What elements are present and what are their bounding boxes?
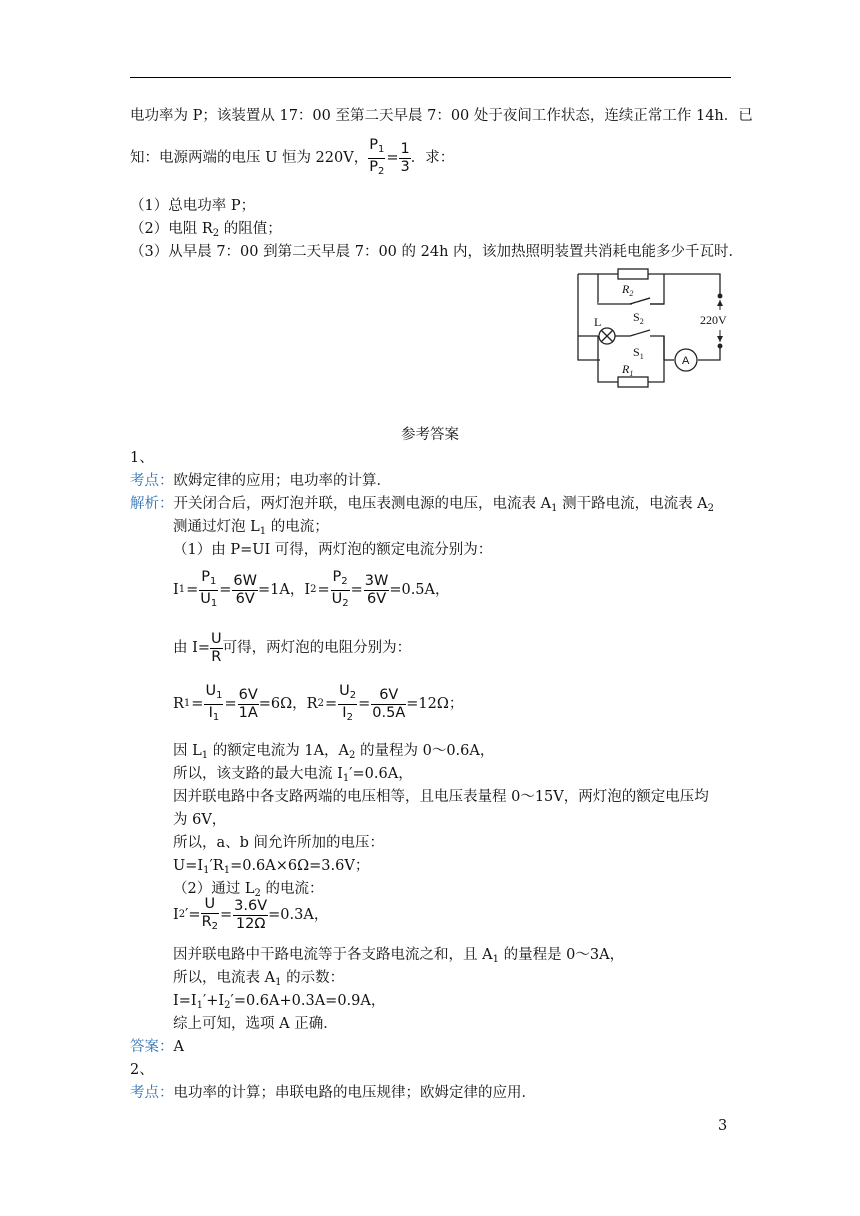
- text-line-4: 为 6V，: [173, 812, 227, 828]
- question-1: （1）总电功率 P；: [130, 198, 256, 214]
- answers-heading: 参考答案: [401, 427, 459, 443]
- resistor-r2: [618, 269, 648, 279]
- power-ratio: $\frac{P_1}{P_2}$ = $\frac{1}{3}$: [368, 137, 411, 180]
- equation-resistances: R 1 = $\frac{U_1}{I_1}$ = $\frac{6V}{1A}$ =6Ω， R 2 = $\frac{U_2}{I_2}$ = $\frac{6V}{0.5A}$ =12Ω；: [173, 682, 463, 726]
- label-s2: $S_2$: [633, 310, 644, 326]
- answer-1-number: 1、: [130, 450, 154, 466]
- answer-1: 答案：A: [130, 1039, 184, 1055]
- step-2: （2）通过 $L_2$ 的电流：: [173, 881, 324, 899]
- text-line-8: 所以，电流表 $A_1$ 的示数：: [173, 970, 345, 988]
- text-line-9: $I=I_1'+I_2'=0.6A+0.3A=0.9A$，: [173, 993, 386, 1011]
- text-line-2: 所以，该支路的最大电流 $I_1'=0.6A$，: [173, 766, 413, 784]
- problem-line-1: 电功率为 P；该装置从 17：00 至第二天早晨 7：00 处于夜间工作状态，连续正常工作 14h．已: [130, 108, 753, 124]
- text-line-5: 所以，a、b 间允许所加的电压：: [173, 835, 385, 851]
- text-line-7: 因并联电路中干路电流等于各支路电流之和，且 $A_1$ 的量程是 0～3A，: [173, 947, 625, 965]
- question-2: （2）电阻 $R_2$ 的阻值；: [130, 221, 282, 239]
- kaodian-2: 考点：电功率的计算；串联电路的电压规律；欧姆定律的应用．: [130, 1085, 536, 1101]
- jiexi-1: 解析：开关闭合后，两灯泡并联，电压表测电源的电压，电流表 $A_1$ 测干路电流，电流表 $A_2$: [130, 496, 715, 514]
- question-3: （3）从早晨 7：00 到第二天早晨 7：00 的 24h 内，该加热照明装置共消耗电能多少千瓦时．: [130, 244, 744, 260]
- ohm-law-line: 由 I= $\frac{U}{R}$ 可得，两灯泡的电阻分别为：: [173, 630, 412, 665]
- jiexi-1-cont: 测通过灯泡 $L_1$ 的电流；: [173, 519, 329, 537]
- step-1: （1）由 P=UI 可得，两灯泡的额定电流分别为：: [173, 542, 493, 558]
- label-s1: $S_1$: [633, 345, 644, 361]
- switch-s1: [630, 330, 650, 336]
- wire-top: [578, 274, 720, 296]
- circuit-diagram: [570, 268, 735, 393]
- label-voltage: 220V: [700, 313, 727, 327]
- text-line-3: 因并联电路中各支路两端的电压相等，且电压表量程 0～15V，两灯泡的额定电压均: [173, 789, 709, 805]
- wire-right-bottom: [698, 346, 720, 360]
- kaodian-1: 考点：欧姆定律的应用；电功率的计算．: [130, 473, 391, 489]
- page-number: 3: [718, 1118, 728, 1134]
- problem-line-2: 知：电源两端的电压 U 恒为 220V， $\frac{P_1}{P_2}$ = $\frac{1}{3}$ ．求：: [130, 136, 454, 180]
- answer-2-number: 2、: [130, 1062, 154, 1078]
- text-line-10: 综上可知，选项 A 正确．: [173, 1016, 338, 1032]
- resistor-r1: [618, 377, 648, 387]
- label-ammeter: A: [682, 355, 690, 367]
- header-rule: [130, 77, 731, 78]
- text-line-6: $U=I_1'R_1=0.6A\times 6\Omega=3.6V$；: [173, 858, 370, 876]
- label-r1: $R_1$: [622, 362, 634, 378]
- text-line-1: 因 $L_1$ 的额定电流为 1A，$A_2$ 的量程为 0～0.6A，: [173, 743, 495, 761]
- label-r2: $R_2$: [622, 282, 634, 298]
- equation-currents: I 1 = $\frac{P_1}{U_1}$ = $\frac{6W}{6V}$ =1A， I 2 = $\frac{P_2}{U_2}$ = $\frac{3W}{6V}$ =0.5A，: [173, 568, 450, 612]
- label-l: L: [594, 315, 602, 329]
- equation-current-2: I 2 ′= $\frac{U}{R_2}$ = $\frac{3.6V}{12\Omega}$ =0.3A，: [173, 893, 328, 937]
